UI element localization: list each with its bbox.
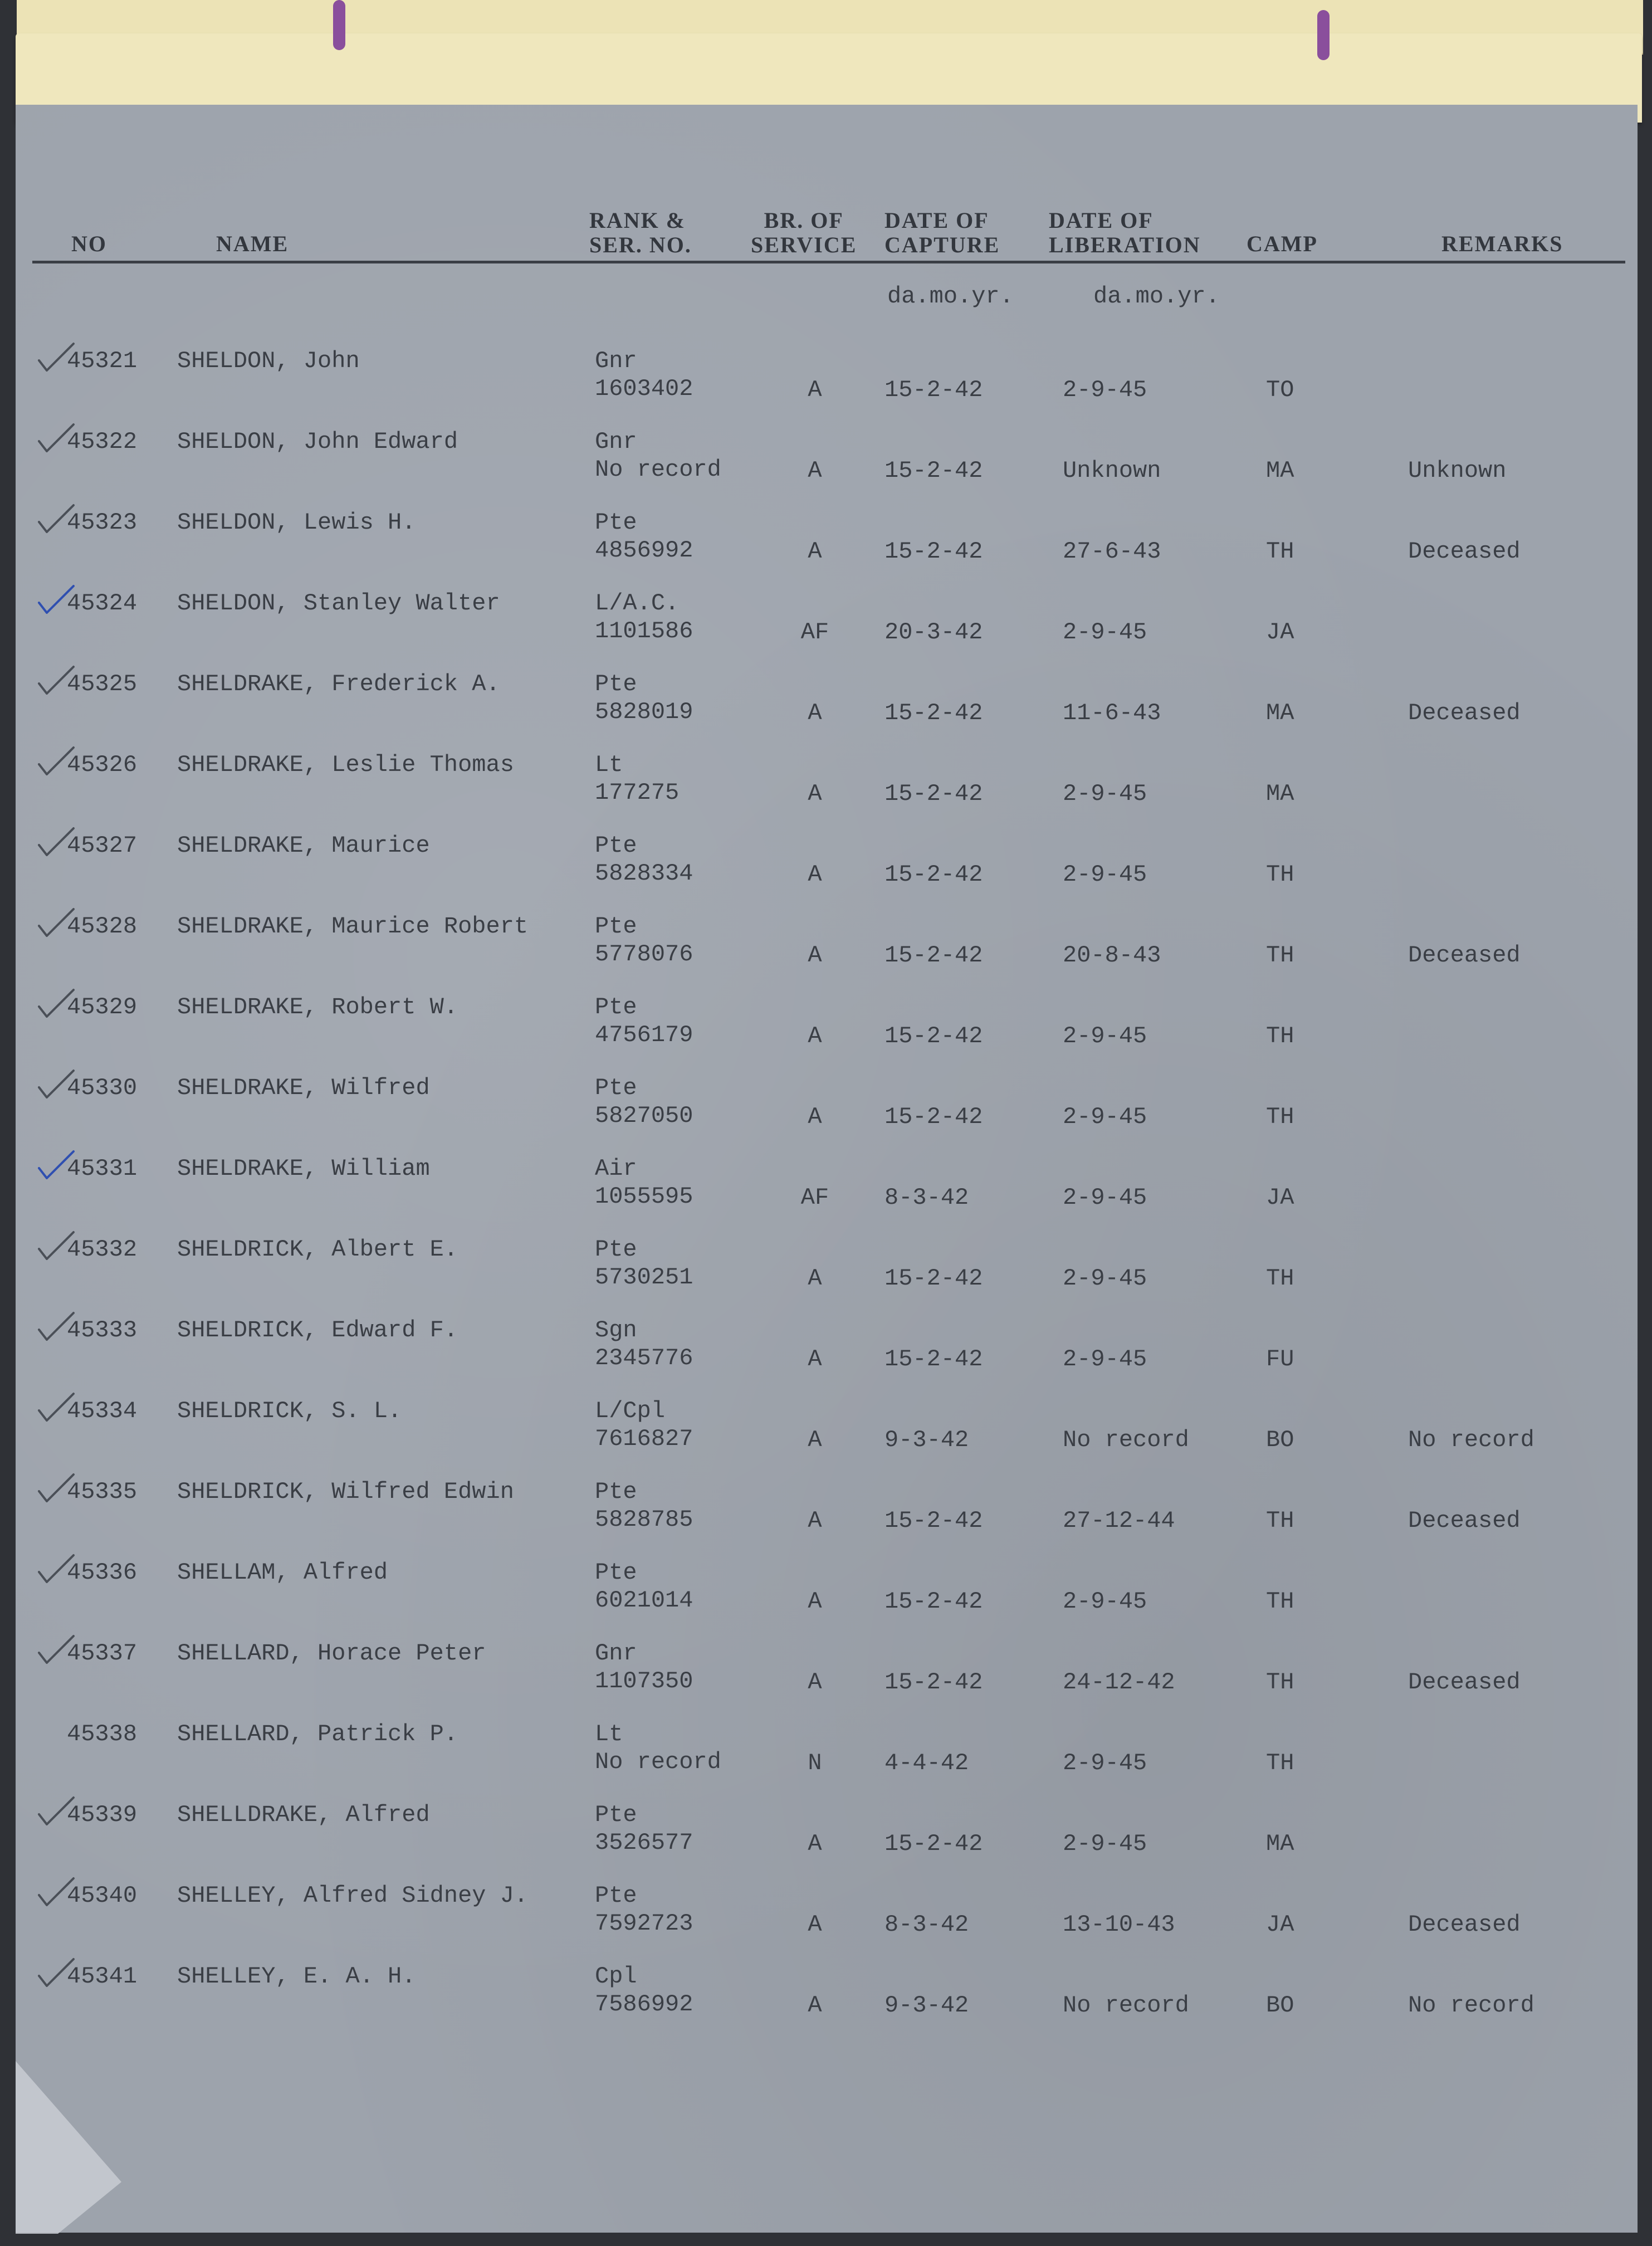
record-branch: A bbox=[808, 1911, 822, 1938]
table-row bbox=[16, 347, 1638, 428]
record-name: SHELDRAKE, Maurice bbox=[177, 832, 430, 859]
record-liberation-date: 13-10-43 bbox=[1063, 1911, 1175, 1938]
record-sheet bbox=[16, 105, 1638, 2233]
header-capture-line1: DATE OF bbox=[884, 208, 989, 233]
record-branch: A bbox=[808, 1588, 822, 1615]
record-rank: Gnr bbox=[595, 428, 637, 455]
record-serial: 5827050 bbox=[595, 1102, 693, 1129]
record-liberation-date: 2-9-45 bbox=[1063, 377, 1147, 403]
record-capture-date: 9-3-42 bbox=[884, 1427, 969, 1453]
record-remarks: No record bbox=[1408, 1427, 1534, 1453]
record-number: 45339 bbox=[67, 1801, 138, 1828]
record-serial: 3526577 bbox=[595, 1829, 693, 1856]
header-capture-line2: CAPTURE bbox=[884, 232, 1000, 257]
record-rank-serial bbox=[595, 1882, 693, 1937]
record-name: SHELLEY, Alfred Sidney J. bbox=[177, 1882, 529, 1909]
header-branch bbox=[751, 208, 857, 257]
record-rank-serial bbox=[595, 912, 693, 968]
record-rank-serial bbox=[595, 1801, 693, 1857]
record-rank: Lt bbox=[595, 1721, 623, 1747]
record-number: 45326 bbox=[67, 751, 138, 778]
record-rank: L/Cpl bbox=[595, 1398, 666, 1424]
table-row bbox=[16, 1559, 1638, 1639]
record-serial: 5828785 bbox=[595, 1506, 693, 1533]
record-remarks: No record bbox=[1408, 1992, 1534, 2019]
record-number: 45336 bbox=[67, 1559, 138, 1586]
record-capture-date: 15-2-42 bbox=[884, 1588, 983, 1615]
record-capture-date: 15-2-42 bbox=[884, 861, 983, 888]
record-name: SHELLARD, Patrick P. bbox=[177, 1721, 458, 1747]
record-name: SHELLDRAKE, Alfred bbox=[177, 1801, 430, 1828]
record-serial: 1107350 bbox=[595, 1668, 693, 1695]
record-liberation-date: 2-9-45 bbox=[1063, 1830, 1147, 1857]
record-liberation-date: 2-9-45 bbox=[1063, 1023, 1147, 1049]
record-number: 45322 bbox=[67, 428, 138, 455]
record-liberation-date: 11-6-43 bbox=[1063, 700, 1161, 726]
record-liberation-date: 27-12-44 bbox=[1063, 1507, 1175, 1534]
record-camp: TO bbox=[1266, 377, 1294, 403]
record-name: SHELDRAKE, Maurice Robert bbox=[177, 913, 529, 940]
record-name: SHELDRICK, S. L. bbox=[177, 1398, 402, 1424]
liberation-format-note: da.mo.yr. bbox=[1093, 283, 1220, 310]
record-capture-date: 15-2-42 bbox=[884, 942, 983, 969]
record-number: 45325 bbox=[67, 671, 138, 697]
record-liberation-date: 2-9-45 bbox=[1063, 1588, 1147, 1615]
record-number: 45333 bbox=[67, 1317, 138, 1344]
record-name: SHELDON, John bbox=[177, 348, 360, 374]
record-rank-serial bbox=[595, 832, 693, 887]
record-liberation-date: 2-9-45 bbox=[1063, 1750, 1147, 1776]
table-row bbox=[16, 509, 1638, 589]
record-rank: Pte bbox=[595, 832, 637, 859]
record-rank: Air bbox=[595, 1155, 637, 1182]
record-rank: Pte bbox=[595, 994, 637, 1021]
record-remarks: Unknown bbox=[1408, 457, 1507, 484]
header-no-label: NO bbox=[71, 231, 107, 256]
record-camp: MA bbox=[1266, 780, 1294, 807]
record-number: 45321 bbox=[67, 348, 138, 374]
record-name: SHELDRAKE, Robert W. bbox=[177, 994, 458, 1021]
header-name-label: NAME bbox=[216, 231, 289, 256]
record-rank-serial bbox=[595, 347, 693, 403]
record-rank: Pte bbox=[595, 1882, 637, 1909]
record-camp: TH bbox=[1266, 1750, 1294, 1776]
header-branch-line2: SERVICE bbox=[751, 232, 857, 257]
record-camp: BO bbox=[1266, 1992, 1294, 2019]
record-rank-serial bbox=[595, 1559, 693, 1614]
record-capture-date: 15-2-42 bbox=[884, 700, 983, 726]
record-capture-date: 15-2-42 bbox=[884, 1104, 983, 1130]
record-branch: A bbox=[808, 1427, 822, 1453]
record-branch: AF bbox=[800, 1184, 829, 1211]
record-capture-date: 20-3-42 bbox=[884, 619, 983, 646]
table-row bbox=[16, 1316, 1638, 1397]
header-rank bbox=[589, 208, 692, 257]
record-liberation-date: No record bbox=[1063, 1992, 1189, 2019]
record-remarks: Deceased bbox=[1408, 1507, 1521, 1534]
record-camp: JA bbox=[1266, 619, 1294, 646]
record-liberation-date: 27-6-43 bbox=[1063, 538, 1161, 565]
record-capture-date: 15-2-42 bbox=[884, 1265, 983, 1292]
record-liberation-date: 2-9-45 bbox=[1063, 780, 1147, 807]
table-row bbox=[16, 1962, 1638, 2043]
record-branch: A bbox=[808, 861, 822, 888]
header-remarks bbox=[1441, 232, 1563, 256]
table-row bbox=[16, 1720, 1638, 1801]
table-row bbox=[16, 428, 1638, 509]
header-rule bbox=[32, 261, 1625, 263]
record-branch: A bbox=[808, 780, 822, 807]
record-camp: BO bbox=[1266, 1427, 1294, 1453]
record-name: SHELDON, Lewis H. bbox=[177, 509, 416, 536]
record-remarks: Deceased bbox=[1408, 700, 1521, 726]
record-rank-serial bbox=[595, 1478, 693, 1534]
record-branch: AF bbox=[800, 619, 829, 646]
table-row bbox=[16, 832, 1638, 912]
record-serial: 7586992 bbox=[595, 1991, 693, 2018]
record-capture-date: 4-4-42 bbox=[884, 1750, 969, 1776]
record-capture-date: 15-2-42 bbox=[884, 1669, 983, 1696]
record-serial: 4856992 bbox=[595, 537, 693, 564]
record-camp: FU bbox=[1266, 1346, 1294, 1373]
record-number: 45331 bbox=[67, 1155, 138, 1182]
record-rank: Gnr bbox=[595, 1640, 637, 1667]
header-rank-line1: RANK & bbox=[589, 208, 686, 233]
record-rank: Pte bbox=[595, 671, 637, 697]
record-remarks: Deceased bbox=[1408, 1911, 1521, 1938]
record-liberation-date: Unknown bbox=[1063, 457, 1161, 484]
record-rank: Pte bbox=[595, 913, 637, 940]
table-row bbox=[16, 1074, 1638, 1155]
record-rank-serial bbox=[595, 1720, 721, 1776]
record-capture-date: 15-2-42 bbox=[884, 377, 983, 403]
table-row bbox=[16, 1155, 1638, 1236]
record-serial: 4756179 bbox=[595, 1022, 693, 1048]
record-rank-serial bbox=[595, 589, 693, 645]
record-liberation-date: 2-9-45 bbox=[1063, 1104, 1147, 1130]
record-branch: A bbox=[808, 1507, 822, 1534]
record-capture-date: 15-2-42 bbox=[884, 538, 983, 565]
record-serial: 5778076 bbox=[595, 941, 693, 968]
record-name: SHELDRICK, Albert E. bbox=[177, 1236, 458, 1263]
record-branch: A bbox=[808, 538, 822, 565]
table-row bbox=[16, 670, 1638, 751]
binding-string-left bbox=[333, 0, 345, 50]
header-liberation-line1: DATE OF bbox=[1049, 208, 1154, 233]
record-name: SHELDRAKE, Leslie Thomas bbox=[177, 751, 514, 778]
record-remarks: Deceased bbox=[1408, 942, 1521, 969]
record-name: SHELDON, John Edward bbox=[177, 428, 458, 455]
record-serial: 6021014 bbox=[595, 1587, 693, 1614]
record-capture-date: 15-2-42 bbox=[884, 1023, 983, 1049]
table-row bbox=[16, 589, 1638, 670]
record-liberation-date: 2-9-45 bbox=[1063, 861, 1147, 888]
record-number: 45335 bbox=[67, 1478, 138, 1505]
record-branch: A bbox=[808, 1992, 822, 2019]
record-number: 45341 bbox=[67, 1963, 138, 1990]
record-rank-serial bbox=[595, 1397, 693, 1453]
record-branch: A bbox=[808, 1023, 822, 1049]
record-capture-date: 15-2-42 bbox=[884, 1346, 983, 1373]
record-camp: JA bbox=[1266, 1911, 1294, 1938]
header-camp bbox=[1247, 232, 1318, 256]
record-capture-date: 9-3-42 bbox=[884, 1992, 969, 2019]
record-serial: 2345776 bbox=[595, 1345, 693, 1371]
record-name: SHELDRAKE, Wilfred bbox=[177, 1075, 430, 1101]
record-camp: TH bbox=[1266, 1588, 1294, 1615]
record-rank: Pte bbox=[595, 1236, 637, 1263]
record-serial: 5730251 bbox=[595, 1264, 693, 1291]
record-number: 45340 bbox=[67, 1882, 138, 1909]
record-liberation-date: 2-9-45 bbox=[1063, 619, 1147, 646]
record-rank-serial bbox=[595, 1639, 693, 1695]
record-serial: 1603402 bbox=[595, 375, 693, 402]
record-rank: Pte bbox=[595, 1478, 637, 1505]
record-camp: TH bbox=[1266, 1104, 1294, 1130]
record-rank-serial bbox=[595, 1074, 693, 1130]
record-number: 45334 bbox=[67, 1398, 138, 1424]
record-rank: Pte bbox=[595, 509, 637, 536]
record-liberation-date: 2-9-45 bbox=[1063, 1265, 1147, 1292]
table-row bbox=[16, 1397, 1638, 1478]
table-row bbox=[16, 1478, 1638, 1559]
record-name: SHELLARD, Horace Peter bbox=[177, 1640, 486, 1667]
record-rank-serial bbox=[595, 428, 721, 484]
table-row bbox=[16, 912, 1638, 993]
header-branch-line1: BR. OF bbox=[764, 208, 844, 233]
record-camp: TH bbox=[1266, 1507, 1294, 1534]
record-branch: A bbox=[808, 1104, 822, 1130]
record-capture-date: 15-2-42 bbox=[884, 780, 983, 807]
record-branch: A bbox=[808, 700, 822, 726]
record-branch: A bbox=[808, 1265, 822, 1292]
record-rank: Pte bbox=[595, 1075, 637, 1101]
record-name: SHELDRICK, Wilfred Edwin bbox=[177, 1478, 514, 1505]
record-number: 45337 bbox=[67, 1640, 138, 1667]
record-number: 45332 bbox=[67, 1236, 138, 1263]
record-remarks: Deceased bbox=[1408, 1669, 1521, 1696]
record-liberation-date: 2-9-45 bbox=[1063, 1184, 1147, 1211]
record-serial: No record bbox=[595, 1749, 721, 1775]
record-rank-serial bbox=[595, 751, 679, 807]
record-rank-serial bbox=[595, 1316, 693, 1372]
binding-string-right bbox=[1317, 10, 1330, 60]
record-rank: Gnr bbox=[595, 348, 637, 374]
record-camp: MA bbox=[1266, 700, 1294, 726]
record-rank-serial bbox=[595, 1155, 693, 1210]
record-camp: TH bbox=[1266, 1023, 1294, 1049]
record-rank: L/A.C. bbox=[595, 590, 680, 617]
record-capture-date: 8-3-42 bbox=[884, 1911, 969, 1938]
record-liberation-date: 24-12-42 bbox=[1063, 1669, 1175, 1696]
record-name: SHELDRAKE, Frederick A. bbox=[177, 671, 500, 697]
record-branch: A bbox=[808, 377, 822, 403]
record-number: 45329 bbox=[67, 994, 138, 1021]
record-serial: 177275 bbox=[595, 779, 680, 806]
record-number: 45328 bbox=[67, 913, 138, 940]
table-row bbox=[16, 993, 1638, 1074]
header-remarks-label: REMARKS bbox=[1441, 231, 1563, 256]
record-camp: MA bbox=[1266, 1830, 1294, 1857]
record-capture-date: 15-2-42 bbox=[884, 457, 983, 484]
record-serial: 1055595 bbox=[595, 1183, 693, 1210]
record-name: SHELDRAKE, William bbox=[177, 1155, 430, 1182]
record-rank-serial bbox=[595, 1962, 693, 2018]
record-camp: TH bbox=[1266, 1265, 1294, 1292]
record-serial: 1101586 bbox=[595, 618, 693, 644]
table-row bbox=[16, 1236, 1638, 1316]
record-camp: MA bbox=[1266, 457, 1294, 484]
record-branch: N bbox=[808, 1750, 822, 1776]
record-branch: A bbox=[808, 1669, 822, 1696]
record-branch: A bbox=[808, 1830, 822, 1857]
record-liberation-date: No record bbox=[1063, 1427, 1189, 1453]
record-serial: No record bbox=[595, 456, 721, 483]
record-branch: A bbox=[808, 457, 822, 484]
record-liberation-date: 20-8-43 bbox=[1063, 942, 1161, 969]
record-capture-date: 15-2-42 bbox=[884, 1830, 983, 1857]
record-rank: Pte bbox=[595, 1801, 637, 1828]
record-serial: 5828334 bbox=[595, 860, 693, 887]
record-capture-date: 15-2-42 bbox=[884, 1507, 983, 1534]
header-liberation bbox=[1049, 208, 1201, 257]
record-camp: TH bbox=[1266, 861, 1294, 888]
record-camp: TH bbox=[1266, 942, 1294, 969]
record-rank: Pte bbox=[595, 1559, 637, 1586]
record-rank-serial bbox=[595, 993, 693, 1049]
record-rank: Cpl bbox=[595, 1963, 637, 1990]
record-number: 45324 bbox=[67, 590, 138, 617]
header-rank-line2: SER. NO. bbox=[589, 232, 692, 257]
record-rank: Lt bbox=[595, 751, 623, 778]
record-rank-serial bbox=[595, 670, 693, 726]
record-serial: 7592723 bbox=[595, 1910, 693, 1937]
header-no bbox=[71, 232, 107, 256]
record-name: SHELLEY, E. A. H. bbox=[177, 1963, 416, 1990]
table-row bbox=[16, 751, 1638, 832]
record-remarks: Deceased bbox=[1408, 538, 1521, 565]
record-name: SHELDRICK, Edward F. bbox=[177, 1317, 458, 1344]
record-capture-date: 8-3-42 bbox=[884, 1184, 969, 1211]
table-row bbox=[16, 1639, 1638, 1720]
table-row bbox=[16, 1801, 1638, 1882]
record-branch: A bbox=[808, 1346, 822, 1373]
record-camp: TH bbox=[1266, 538, 1294, 565]
header-liberation-line2: LIBERATION bbox=[1049, 232, 1201, 257]
record-rank: Sgn bbox=[595, 1317, 637, 1344]
record-serial: 7616827 bbox=[595, 1425, 693, 1452]
record-name: SHELDON, Stanley Walter bbox=[177, 590, 500, 617]
table-row bbox=[16, 1882, 1638, 1962]
record-liberation-date: 2-9-45 bbox=[1063, 1346, 1147, 1373]
record-name: SHELLAM, Alfred bbox=[177, 1559, 388, 1586]
record-rank-serial bbox=[595, 1236, 693, 1291]
record-number: 45338 bbox=[67, 1721, 138, 1747]
record-rank-serial bbox=[595, 509, 693, 564]
header-name bbox=[216, 232, 289, 256]
column-header bbox=[16, 105, 1638, 310]
capture-format-note: da.mo.yr. bbox=[887, 283, 1014, 310]
record-serial: 5828019 bbox=[595, 699, 693, 725]
record-camp: JA bbox=[1266, 1184, 1294, 1211]
record-number: 45327 bbox=[67, 832, 138, 859]
header-capture bbox=[884, 208, 1000, 257]
record-number: 45330 bbox=[67, 1075, 138, 1101]
record-branch: A bbox=[808, 942, 822, 969]
record-number: 45323 bbox=[67, 509, 138, 536]
header-camp-label: CAMP bbox=[1247, 231, 1318, 256]
record-camp: TH bbox=[1266, 1669, 1294, 1696]
